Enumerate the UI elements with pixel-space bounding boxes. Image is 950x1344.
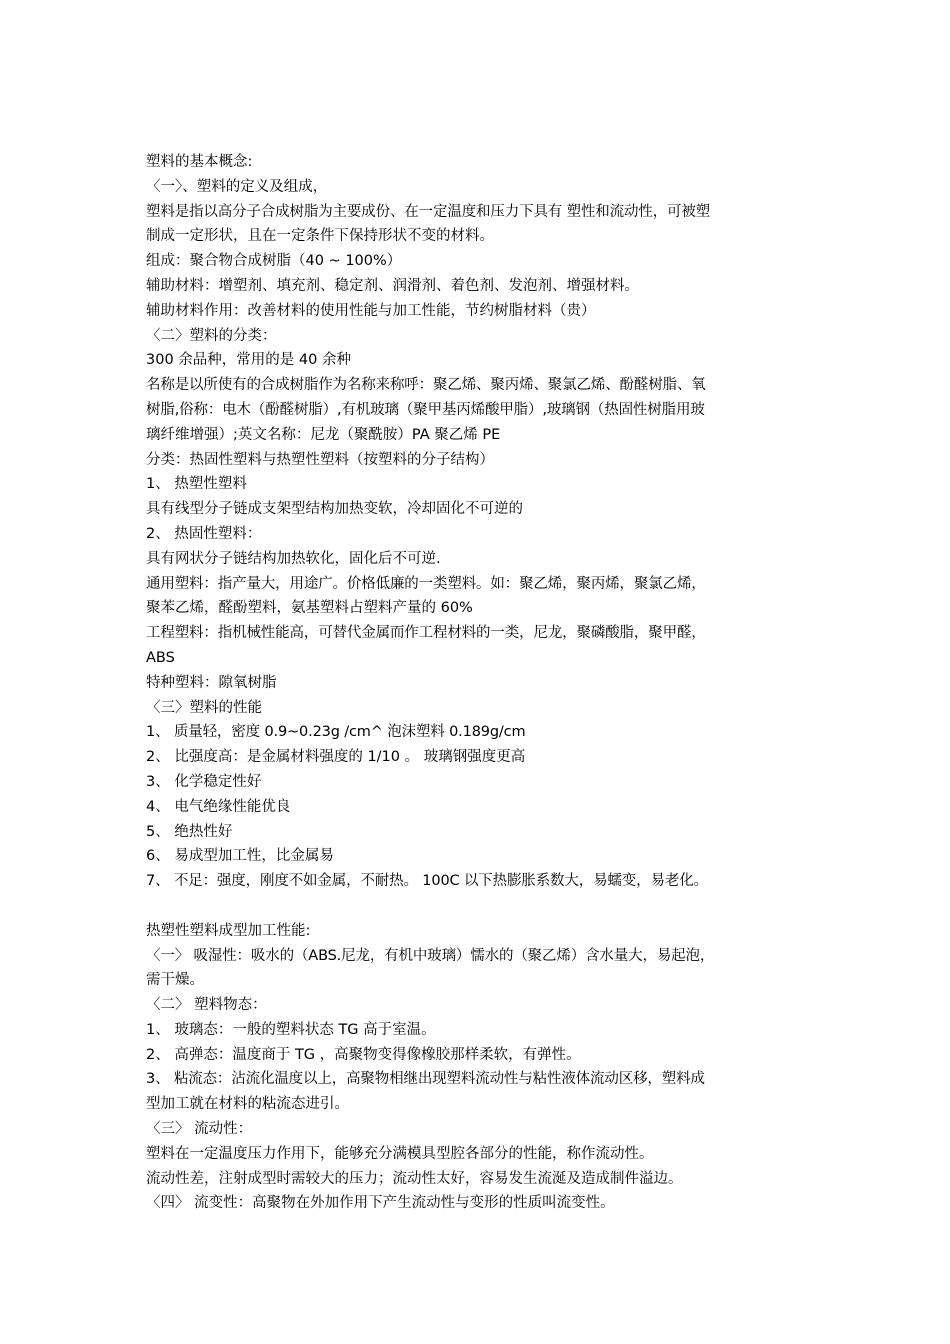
section-thermoplastic-processing	[146, 919, 826, 1217]
text-line: 型加工就在材料的粘流态进引。	[146, 1096, 349, 1113]
paragraph-gap	[146, 894, 826, 919]
text-line: 热塑性塑料成型加工性能:	[146, 922, 311, 939]
text-line: 4、 电气绝缘性能优良	[146, 798, 291, 815]
text-line: 2、 比强度高：是金属材料强度的 1/10 。 玻璃钢强度更高	[146, 749, 526, 766]
text-line: 〈一〉、塑料的定义及组成，	[146, 178, 328, 195]
text-line: 〈三〉 流动性：	[146, 1121, 253, 1138]
text-line: 1、 质量轻，密度 0.9~0.23g /cm^ 泡沫塑料 0.189g/cm	[146, 724, 526, 741]
text-line: ABS	[146, 649, 175, 666]
text-line: 具有网状分子链结构加热软化，固化后不可逆.	[146, 550, 441, 567]
text-line: 1、 玻璃态：一般的塑料状态 TG 高于室温。	[146, 1021, 436, 1038]
text-line: 聚苯乙烯，醛酚塑料，氨基塑料占塑料产量的 60%	[146, 600, 473, 617]
text-line: 流动性差，注射成型时需较大的压力；流动性太好，容易发生流涎及造成制件溢边。	[146, 1170, 683, 1187]
text-line: 工程塑料：指机械性能高，可替代金属而作工程材料的一类，尼龙，聚磷酸脂，聚甲醛，	[146, 625, 706, 642]
text-line: 2、 高弹态：温度商于 TG ，高聚物变得像橡胶那样柔软，有弹性。	[146, 1046, 581, 1063]
text-line: 塑料是指以高分子合成树脂为主要成份、在一定温度和压力下具有 塑性和流动性，可被塑	[146, 203, 711, 220]
text-line: 2、 热固性塑料：	[146, 525, 262, 542]
text-line: 〈二〉 塑料物态：	[146, 997, 267, 1014]
text-line: 3、 粘流态：沾流化温度以上，高聚物相继出现塑料流动性与粘性液体流动区移，塑料成	[146, 1071, 705, 1088]
text-line: 辅助材料作用：改善材料的使用性能与加工性能，节约树脂材料（贵）	[146, 302, 596, 319]
text-line: 制成一定形状，且在一定条件下保持形状不变的材料。	[146, 228, 494, 245]
text-line: 6、 易成型加工性，比金属易	[146, 848, 334, 865]
text-line: 组成：聚合物合成树脂（40 ~ 100%）	[146, 253, 402, 270]
text-line: 1、 热塑性塑料	[146, 476, 247, 493]
section-plastics-basics	[146, 150, 826, 894]
text-line: 塑料在一定温度压力作用下，能够充分满模具型腔各部分的性能，称作流动性。	[146, 1145, 654, 1162]
text-line: 名称是以所使有的合成树脂作为名称来称呼：聚乙烯、聚丙烯、聚氯乙烯、酚醛树脂、氧	[146, 377, 706, 394]
text-line: 树脂,俗称：电木（酚醛树脂）,有机玻璃（聚甲基丙烯酸甲脂）,玻璃钢（热固性树脂用玻	[146, 401, 705, 418]
text-line: 璃纤维增强）;英文名称：尼龙（聚酰胺）PA 聚乙烯 PE	[146, 426, 501, 443]
text-line: 特种塑料：隙氧树脂	[146, 674, 277, 691]
text-line: 需干燥。	[146, 972, 204, 989]
text-line: 塑料的基本概念:	[146, 154, 253, 170]
text-line: 通用塑料：指产量大，用途广。价格低廉的一类塑料。如：聚乙烯，聚丙烯，聚氯乙烯，	[146, 575, 706, 592]
document-body	[146, 150, 826, 1216]
text-line: 〈四〉 流变性：高聚物在外加作用下产生流动性与变形的性质叫流变性。	[146, 1195, 615, 1212]
text-line: 300 余品种，常用的是 40 余种	[146, 352, 351, 369]
text-line: 分类：热固性塑料与热塑性塑料（按塑料的分子结构）	[146, 451, 494, 468]
text-line: 〈三〉塑料的性能	[146, 699, 262, 716]
text-line: 3、 化学稳定性好	[146, 773, 262, 790]
text-line: 〈一〉 吸湿性：吸水的（ABS.尼龙，有机中玻璃）懦水的（聚乙烯）含水量大，易起泡，	[146, 947, 715, 964]
text-line: 具有线型分子链成支架型结构加热变软，冷却固化不可逆的	[146, 501, 523, 518]
text-line: 5、 绝热性好	[146, 823, 233, 840]
text-line: 辅助材料：增塑剂、填充剂、稳定剂、润滑剂、着色剂、发泡剂、增强材料。	[146, 277, 639, 294]
text-line: 7、 不足：强度，刚度不如金属，不耐热。 100C 以下热膨胀系数大，易蠕变，易老化。	[146, 873, 708, 890]
text-line: 〈二〉塑料的分类：	[146, 327, 277, 344]
